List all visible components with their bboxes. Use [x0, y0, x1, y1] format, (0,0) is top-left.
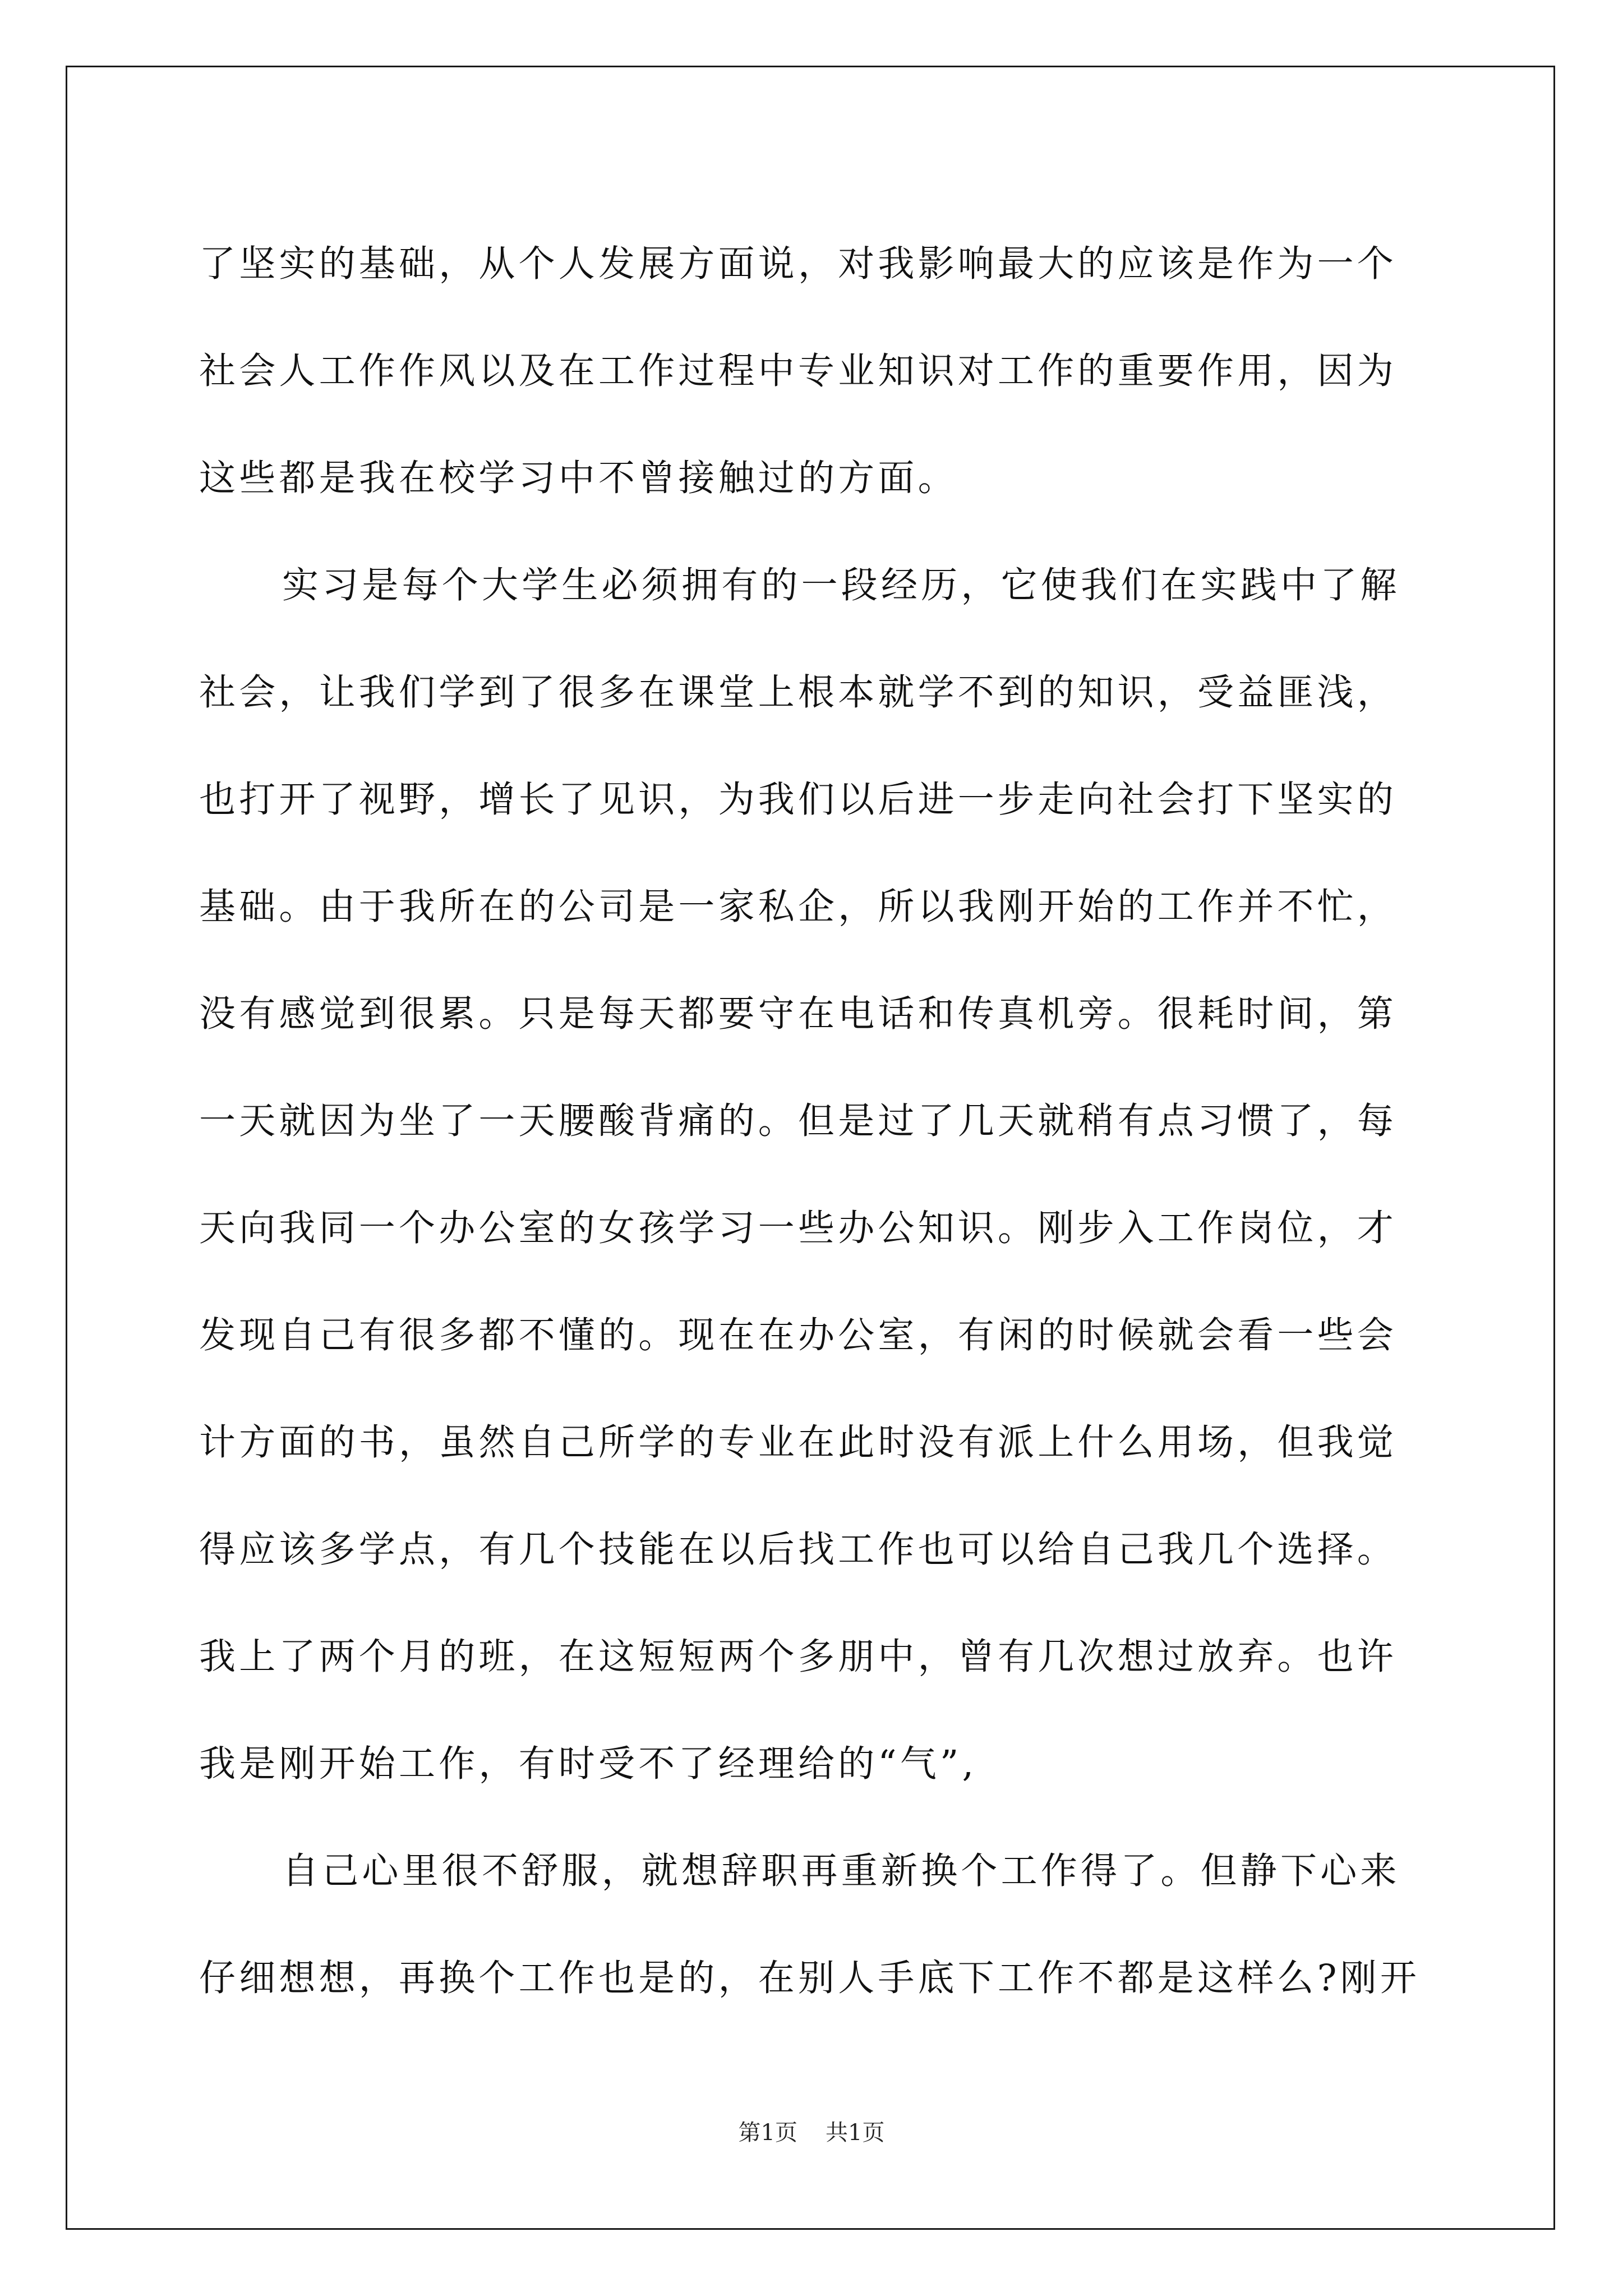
- text-line: 计方面的书，虽然自己所学的专业在此时没有派上什么用场，但我觉: [199, 1421, 1398, 1464]
- page-total: 共1页: [826, 2120, 885, 2146]
- text-line: 社会人工作作风以及在工作过程中专业知识对工作的重要作用，因为: [199, 350, 1398, 392]
- text-line: 天向我同一个办公室的女孩学习一些办公知识。刚步入工作岗位，才: [199, 1207, 1398, 1249]
- text-line: 我是刚开始工作，有时受不了经理给的“气”,: [199, 1743, 978, 1785]
- text-line: 得应该多学点，有几个技能在以后找工作也可以给自己我几个选择。: [199, 1529, 1398, 1571]
- text-line: 了坚实的基础，从个人发展方面说，对我影响最大的应该是作为一个: [199, 243, 1398, 285]
- text-line: 发现自己有很多都不懂的。现在在办公室，有闲的时候就会看一些会: [199, 1314, 1398, 1356]
- text-line: 仔细想想，再换个工作也是的，在别人手底下工作不都是这样么?刚开: [199, 1957, 1421, 1999]
- text-line: 没有感觉到很累。只是每天都要守在电话和传真机旁。很耗时间，第: [199, 993, 1398, 1035]
- paragraph-start-line: 实习是每个大学生必须拥有的一段经历，它使我们在实践中了解: [282, 564, 1400, 606]
- document-body: [199, 210, 1433, 2032]
- text-line: 一天就因为坐了一天腰酸背痛的。但是过了几天就稍有点习惯了，每: [199, 1100, 1398, 1142]
- text-line: 也打开了视野，增长了见识，为我们以后进一步走向社会打下坚实的: [199, 779, 1398, 821]
- text-line: 社会，让我们学到了很多在课堂上根本就学不到的知识，受益匪浅，: [199, 671, 1398, 714]
- page-number: 第1页: [738, 2120, 797, 2146]
- text-line: 这些都是我在校学习中不曾接触过的方面。: [199, 457, 958, 499]
- paragraph-start-line: 自己心里很不舒服，就想辞职再重新换个工作得了。但静下心来: [282, 1850, 1400, 1892]
- text-line: 基础。由于我所在的公司是一家私企，所以我刚开始的工作并不忙，: [199, 886, 1398, 928]
- text-line: 我上了两个月的班，在这短短两个多朋中，曾有几次想过放弃。也许: [199, 1636, 1398, 1678]
- page-footer: [0, 2115, 1623, 2147]
